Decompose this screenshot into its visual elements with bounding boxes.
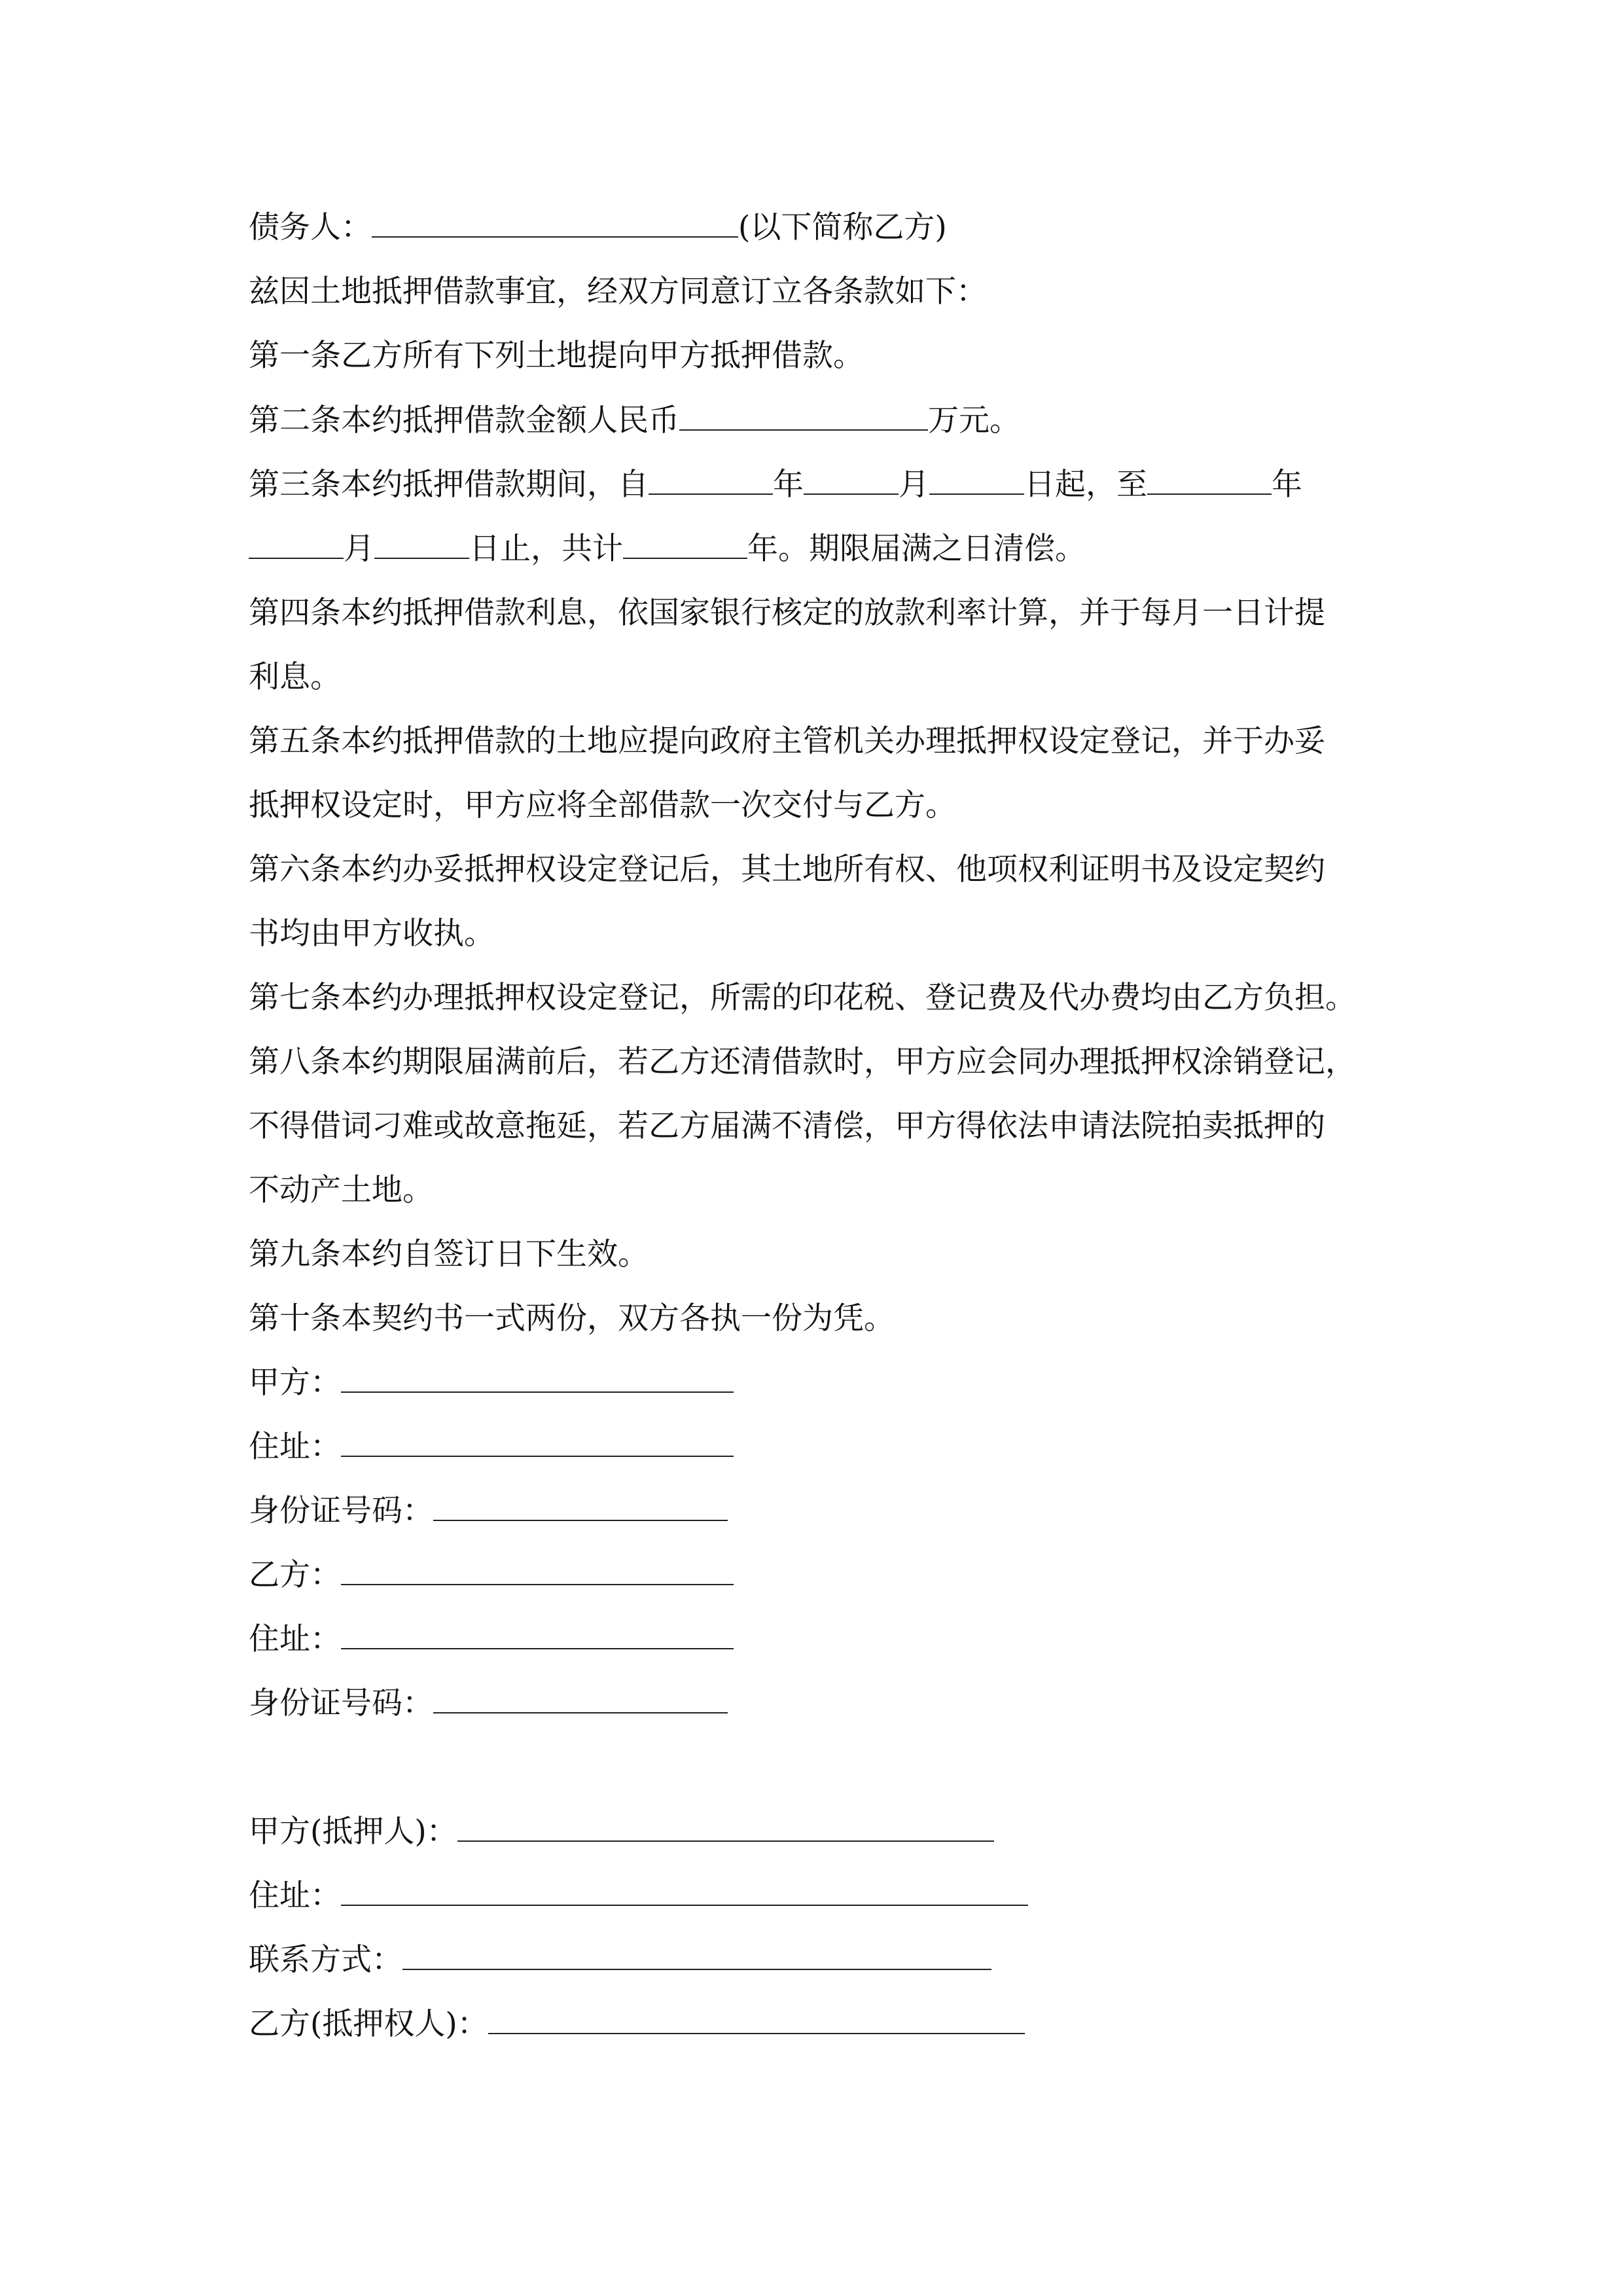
article-8-line-3: 不动产土地。 <box>249 1172 433 1208</box>
debtor-line <box>249 205 947 251</box>
debtor-suffix: (以下简称乙方) <box>738 209 947 245</box>
party-b-id-blank[interactable] <box>433 1683 728 1713</box>
mortgagee-blank[interactable] <box>488 2004 1025 2034</box>
party-b-name-label: 乙方： <box>249 1557 341 1593</box>
year-label: 年 <box>773 467 804 503</box>
article-3-tail: 年。期限届满之日清偿。 <box>747 531 1086 567</box>
mortgagor-label: 甲方(抵押人)： <box>249 1814 457 1850</box>
article-6-line-1: 第六条本约办妥抵押权设定登记后，其土地所有权、他项权利证明书及设定契约 <box>249 852 1325 888</box>
start-day-blank[interactable] <box>929 465 1024 495</box>
year-label: 年 <box>1272 467 1302 503</box>
article-8-line-1: 第八条本约期限届满前后，若乙方还清借款时，甲方应会同办理抵押权涂销登记， <box>249 1044 1356 1080</box>
mortgagee-line <box>249 2001 1025 2047</box>
article-2 <box>249 398 1020 444</box>
loan-amount-blank[interactable] <box>679 401 928 431</box>
party-a-address-line <box>249 1424 734 1470</box>
article-3-line-2 <box>249 526 1086 572</box>
article-2-unit: 万元。 <box>928 403 1020 439</box>
party-a-address-blank[interactable] <box>341 1427 734 1457</box>
party-a-name-label: 甲方： <box>249 1365 341 1401</box>
end-day-blank[interactable] <box>374 529 469 559</box>
signature-address-blank[interactable] <box>341 1876 1028 1906</box>
total-years-blank[interactable] <box>623 529 747 559</box>
signature-address-label: 住址： <box>249 1878 341 1914</box>
party-b-id-line <box>249 1681 728 1727</box>
day-from-label: 日起，至 <box>1024 467 1147 503</box>
start-year-blank[interactable] <box>649 465 773 495</box>
party-b-address-label: 住址： <box>249 1621 341 1657</box>
party-a-id-blank[interactable] <box>433 1491 728 1521</box>
party-b-address-blank[interactable] <box>341 1619 734 1649</box>
party-b-address-line <box>249 1617 734 1662</box>
end-month-blank[interactable] <box>249 529 344 559</box>
end-year-blank[interactable] <box>1147 465 1272 495</box>
party-a-id-line <box>249 1488 728 1534</box>
article-4-line-2: 利息。 <box>249 659 341 695</box>
party-a-name-line <box>249 1360 734 1406</box>
article-9: 第九条本约自签订日下生效。 <box>249 1236 649 1272</box>
start-month-blank[interactable] <box>804 465 899 495</box>
article-2-text: 第二条本约抵押借款金额人民币 <box>249 403 679 439</box>
article-4-line-1: 第四条本约抵押借款利息，依国家银行核定的放款利率计算，并于每月一日计提 <box>249 595 1325 631</box>
article-3-line-1 <box>249 462 1302 508</box>
contact-line <box>249 1937 991 1983</box>
article-7: 第七条本约办理抵押权设定登记，所需的印花税、登记费及代办费均由乙方负担。 <box>249 980 1356 1016</box>
party-b-name-blank[interactable] <box>341 1555 734 1585</box>
mortgagee-label: 乙方(抵押权人)： <box>249 2006 488 2042</box>
contact-blank[interactable] <box>402 1940 991 1970</box>
contact-label: 联系方式： <box>249 1942 402 1978</box>
debtor-label: 债务人： <box>249 209 372 245</box>
article-1: 第一条乙方所有下列土地提向甲方抵押借款。 <box>249 338 864 374</box>
party-b-id-label: 身份证号码： <box>249 1685 433 1721</box>
article-5-line-2: 抵押权设定时，甲方应将全部借款一次交付与乙方。 <box>249 787 956 823</box>
party-a-id-label: 身份证号码： <box>249 1493 433 1529</box>
party-a-address-label: 住址： <box>249 1429 341 1465</box>
article-5-line-1: 第五条本约抵押借款的土地应提向政府主管机关办理抵押权设定登记，并于办妥 <box>249 723 1325 759</box>
month-label: 月 <box>344 531 374 567</box>
article-10: 第十条本契约书一式两份，双方各执一份为凭。 <box>249 1300 895 1336</box>
article-8-line-2: 不得借词刁难或故意拖延，若乙方届满不清偿，甲方得依法申请法院拍卖抵押的 <box>249 1108 1325 1144</box>
signature-address-line <box>249 1873 1028 1919</box>
mortgagor-line <box>249 1809 994 1855</box>
intro-text: 兹因土地抵押借款事宜，经双方同意订立各条款如下： <box>249 274 987 310</box>
party-b-name-line <box>249 1552 734 1598</box>
debtor-blank[interactable] <box>372 207 738 238</box>
article-6-line-2: 书均由甲方收执。 <box>249 916 495 952</box>
month-label: 月 <box>899 467 929 503</box>
day-to-label: 日止，共计 <box>469 531 623 567</box>
mortgagor-blank[interactable] <box>457 1812 994 1842</box>
party-a-name-blank[interactable] <box>341 1363 734 1393</box>
article-3-text: 第三条本约抵押借款期间，自 <box>249 467 649 503</box>
